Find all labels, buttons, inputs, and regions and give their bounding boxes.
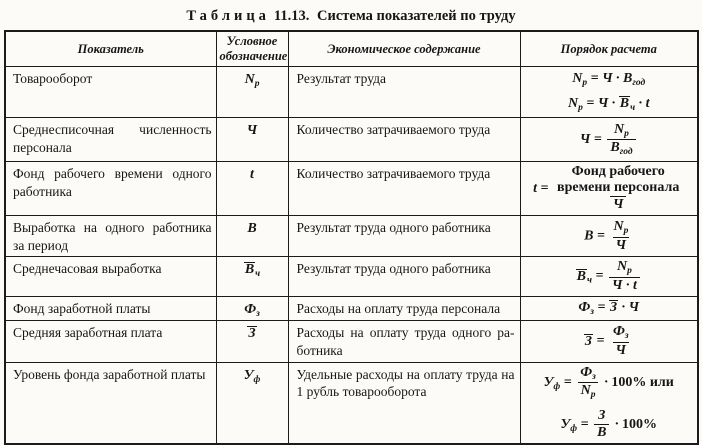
symbol-text: $В_ч$	[244, 262, 261, 280]
table-row	[5, 296, 698, 321]
formula-stack	[524, 300, 695, 318]
table-row	[5, 321, 698, 362]
formula-stack	[524, 122, 695, 158]
indicator-cell	[5, 257, 216, 297]
content-cell	[288, 296, 520, 321]
content-text: Расходы на оплату труда одного ра-ботника	[296, 325, 515, 359]
formula-cell	[520, 257, 698, 297]
symbol-cell	[216, 296, 288, 321]
table-title-word: Таблица	[186, 8, 270, 24]
table-title-number: 11.13.	[273, 8, 310, 24]
content-text: Результат труда	[296, 71, 386, 86]
symbol-text: В	[247, 221, 257, 237]
indicator-text: Среднесписочная численность персонала	[13, 122, 212, 155]
content-text: Результат труда одного работника	[296, 220, 491, 236]
symbol-cell	[216, 321, 288, 362]
formula-cell	[520, 296, 698, 321]
table-body	[5, 67, 698, 445]
table-row	[5, 118, 698, 162]
table-row	[5, 362, 698, 444]
table-title	[0, 8, 702, 25]
symbol-text: $У_ф$	[243, 367, 261, 385]
symbol-text: З	[248, 326, 256, 342]
content-text: Количество затрачиваемого труда	[296, 122, 491, 137]
table-row	[5, 162, 698, 216]
table-row	[5, 216, 698, 257]
indicator-cell	[5, 296, 216, 321]
content-cell	[288, 321, 520, 362]
content-cell	[288, 362, 520, 444]
formula: Ч = $\frac{N_р}{В_{год}}$	[580, 122, 638, 158]
formula: $В_ч$ = $\frac{N_р}{Ч \cdot t}$	[576, 259, 642, 294]
symbol-cell	[216, 118, 288, 162]
header-indicator: Показатель	[5, 31, 216, 67]
symbol-cell	[216, 362, 288, 444]
indicator-cell	[5, 321, 216, 362]
symbol-cell	[216, 257, 288, 297]
formula: $Ф_з = З \cdot Ч$	[578, 299, 640, 317]
table-header	[5, 31, 698, 67]
formula-cell	[520, 216, 698, 257]
labor-indicators-table	[4, 30, 699, 445]
content-text: Расходы на оплату труда персонала	[296, 300, 501, 316]
indicator-cell	[5, 216, 216, 257]
symbol-text: t	[250, 167, 254, 182]
content-cell	[288, 162, 520, 216]
formula: В = $\frac{N_р}{Ч}$	[584, 219, 629, 253]
formula: $N_р = Ч \cdot В_{год}$	[572, 71, 646, 88]
header-row	[5, 31, 698, 67]
content-text: Удельные расходы на оплату труда на 1 рубль товарооборота	[296, 366, 515, 400]
content-cell	[288, 257, 520, 297]
formula-stack	[524, 259, 695, 294]
formula: $N_р = Ч \cdot В_ч \cdot t$	[567, 95, 650, 113]
formula-stack	[524, 219, 695, 254]
indicator-text: Фонд рабочего времени одного работника	[13, 166, 212, 199]
indicator-text: Выработка на одного работника за период	[13, 220, 212, 253]
header-calculation: Порядок расчета	[520, 31, 698, 67]
symbol-cell	[216, 162, 288, 216]
formula-stack	[524, 324, 695, 359]
formula-stack	[524, 365, 695, 441]
content-text: Результат труда одного работника	[296, 261, 491, 277]
symbol-text: $N_р$	[244, 72, 260, 89]
formula-stack	[524, 164, 695, 213]
table-row	[5, 257, 698, 297]
content-cell	[288, 216, 520, 257]
formula-cell	[520, 118, 698, 162]
table-title-text: Система показателей по труду	[317, 8, 516, 24]
formula: $У_ф$ = $\frac{Ф_з}{N_р}$ · 100% или	[543, 364, 674, 401]
header-content: Экономическое содержание	[288, 31, 520, 67]
indicator-text: Средняя заработная плата	[13, 325, 163, 341]
symbol-cell	[216, 216, 288, 257]
symbol-text: $Ф_з$	[244, 301, 260, 319]
symbol-cell	[216, 67, 288, 118]
content-cell	[288, 118, 520, 162]
table-row	[5, 67, 698, 118]
formula: t = Фонд рабочего времени персонала Ч	[533, 164, 680, 213]
indicator-text: Уровень фонда заработной платы	[13, 366, 206, 382]
formula-cell	[520, 362, 698, 444]
formula: $У_ф$ = $\frac{З}{В}$ · 100%	[560, 407, 657, 440]
formula-cell	[520, 67, 698, 118]
symbol-text: Ч	[246, 123, 258, 138]
indicator-cell	[5, 118, 216, 162]
indicator-text: Среднечасовая выработка	[13, 261, 162, 277]
formula-stack	[524, 71, 695, 113]
indicator-text: Фонд заработной платы	[13, 300, 151, 316]
indicator-cell	[5, 67, 216, 118]
header-symbol: Условное обозначение	[216, 31, 288, 67]
content-cell	[288, 67, 520, 118]
indicator-cell	[5, 162, 216, 216]
formula-cell	[520, 321, 698, 362]
indicator-text: Товарооборот	[13, 71, 93, 86]
formula-cell	[520, 162, 698, 216]
indicator-cell	[5, 362, 216, 444]
content-text: Количество затрачиваемого труда	[296, 166, 491, 181]
formula: З = $\frac{Ф_з}{Ч}$	[584, 324, 629, 358]
